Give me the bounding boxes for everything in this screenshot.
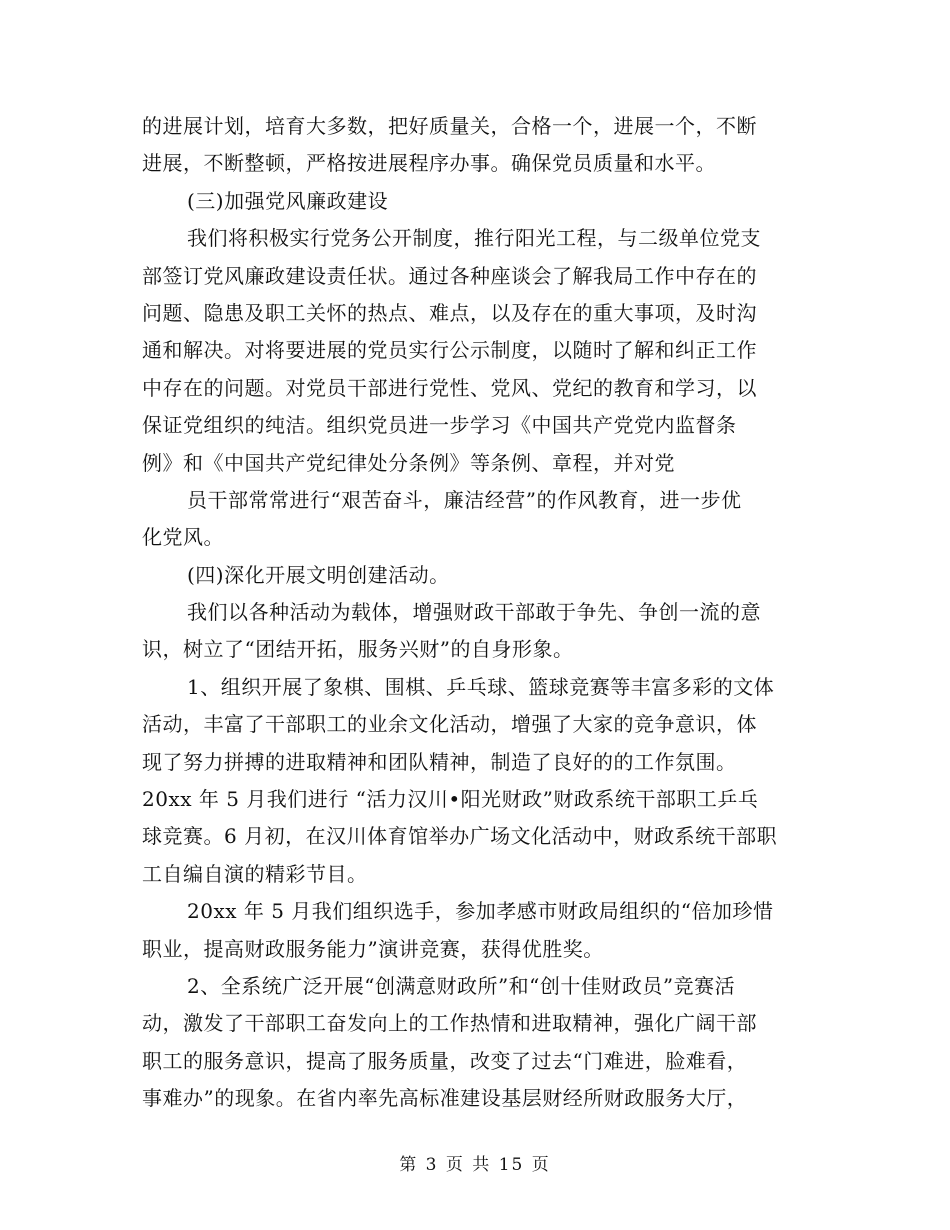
text-line: 职业，提高财政服务能力”演讲竞赛，获得优胜奖。 — [142, 936, 604, 961]
text-line: 1、组织开展了象棋、围棋、乒乓球、篮球竞赛等丰富多彩的文体 — [187, 674, 775, 699]
text-line: 20xx 年 5 月我们组织选手，参加孝感市财政局组织的“倍加珍惜 — [187, 899, 774, 924]
text-line: 识，树立了“团结开拓，服务兴财”的自身形象。 — [142, 637, 574, 662]
text-line: (三)加强党风廉政建设 — [187, 188, 389, 213]
text-line: 球竞赛。6 月初，在汉川体育馆举办广场文化活动中，财政系统干部职 — [142, 824, 778, 849]
text-line: 事难办”的现象。在省内率先高标准建设基层财经所财政服务大厅， — [142, 1086, 748, 1111]
text-line: 的进展计划，培育大多数，把好质量关，合格一个，进展一个，不断 — [142, 114, 757, 138]
text-line: 我们将积极实行党务公开制度，推行阳光工程，与二级单位党支 — [187, 226, 761, 251]
text-line: 现了努力拼搏的进取精神和团队精神，制造了良好的的工作氛围。 — [142, 749, 737, 774]
text-line: 部签订党风廉政建设责任状。通过各种座谈会了解我局工作中存在的 — [142, 263, 757, 288]
text-line: 工自编自演的精彩节目。 — [142, 861, 368, 886]
text-line: 中存在的问题。对党员干部进行党性、党风、党纪的教育和学习，以 — [142, 375, 757, 400]
text-line: 2、全系统广泛开展“创满意财政所”和“创十佳财政员”竞赛活 — [187, 973, 736, 998]
text-line: 我们以各种活动为载体，增强财政干部敢于争先、争创一流的意 — [187, 600, 761, 625]
text-line: 例》和《中国共产党纪律处分条例》等条例、章程，并对党 — [142, 450, 675, 475]
text-line: 职工的服务意识，提高了服务质量，改变了过去“门难进，脸难看， — [142, 1048, 748, 1073]
page-number-footer: 第 3 页 共 15 页 — [399, 1155, 551, 1175]
text-line: 问题、隐患及职工关怀的热点、难点，以及存在的重大事项，及时沟 — [142, 300, 757, 325]
text-line: 员干部常常进行“艰苦奋斗，廉洁经营”的作风教育，进一步优 — [187, 487, 742, 512]
text-line: 进展，不断整顿，严格按进展程序办事。确保党员质量和水平。 — [142, 151, 716, 176]
document-body — [142, 108, 822, 1118]
text-line: 化党风。 — [142, 525, 224, 550]
text-line: 动，激发了干部职工奋发向上的工作热情和进取精神，强化广阔干部 — [142, 1011, 757, 1036]
text-line: (四)深化开展文明创建活动。 — [187, 562, 450, 587]
text-line: 活动，丰富了干部职工的业余文化活动，增强了大家的竞争意识，体 — [142, 712, 757, 737]
text-line: 通和解决。对将要进展的党员实行公示制度，以随时了解和纠正工作 — [142, 338, 757, 363]
text-line: 20xx 年 5 月我们进行 “活力汉川•阳光财政”财政系统干部职工乒乓 — [142, 787, 759, 812]
text-line: 保证党组织的纯洁。组织党员进一步学习《中国共产党党内监督条 — [142, 413, 737, 438]
